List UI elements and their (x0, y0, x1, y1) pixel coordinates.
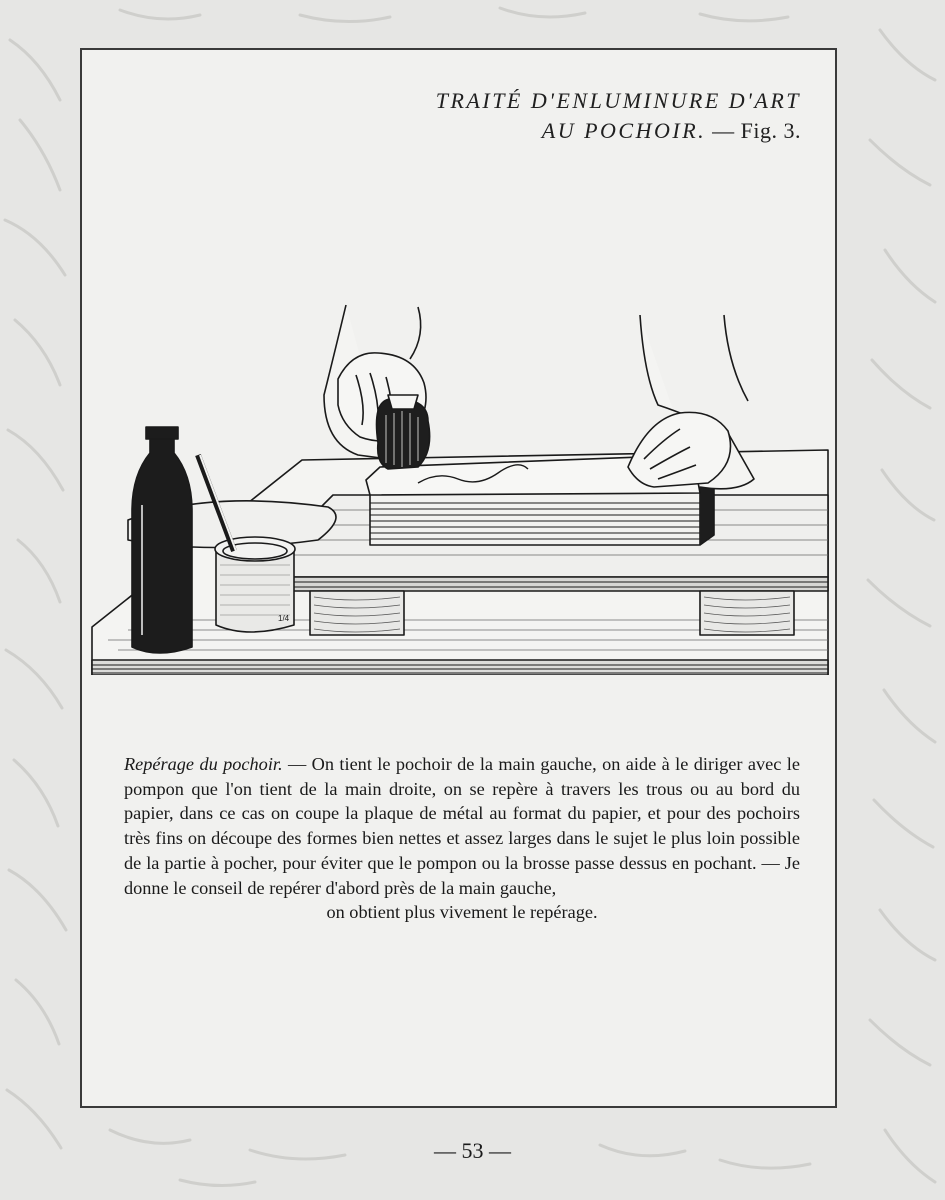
jar-label: 1/4 (278, 614, 290, 623)
caption-lead: Repérage du pochoir. (124, 754, 283, 774)
figure-label: — Fig. 3. (712, 118, 801, 143)
wood-block-right (700, 591, 794, 635)
stencil-illustration (88, 255, 833, 675)
plate-frame (80, 48, 837, 1108)
title-line-2 (436, 116, 801, 146)
title-line-1: TRAITÉ D'ENLUMINURE D'ART (435, 88, 801, 113)
left-hand (628, 412, 731, 487)
title-line-2-text: AU POCHOIR. (541, 118, 707, 143)
caption-last-line: on obtient plus vivement le repérage. (326, 902, 598, 923)
plate-title (436, 86, 801, 146)
page-number: — 53 — (434, 1138, 511, 1163)
caption-body: — On tient le pochoir de la main gauche, on aide à le diriger avec le pompon que l'on tient de la main droite, on se repère à travers les trous ou au bord du papier, dans ce cas on coupe la plaque de métal au format du papier, et pour des pochoirs très fins on découpe des formes bien nettes et assez larges dans le sujet le plus loin possible de la partie à pocher, pour éviter que le pompon ou la brosse passe dessus en pochant. — Je donne le conseil de repérer d'abord près de la main gauche, (124, 754, 800, 898)
caption-text (124, 752, 800, 925)
wood-block-left (310, 591, 404, 635)
